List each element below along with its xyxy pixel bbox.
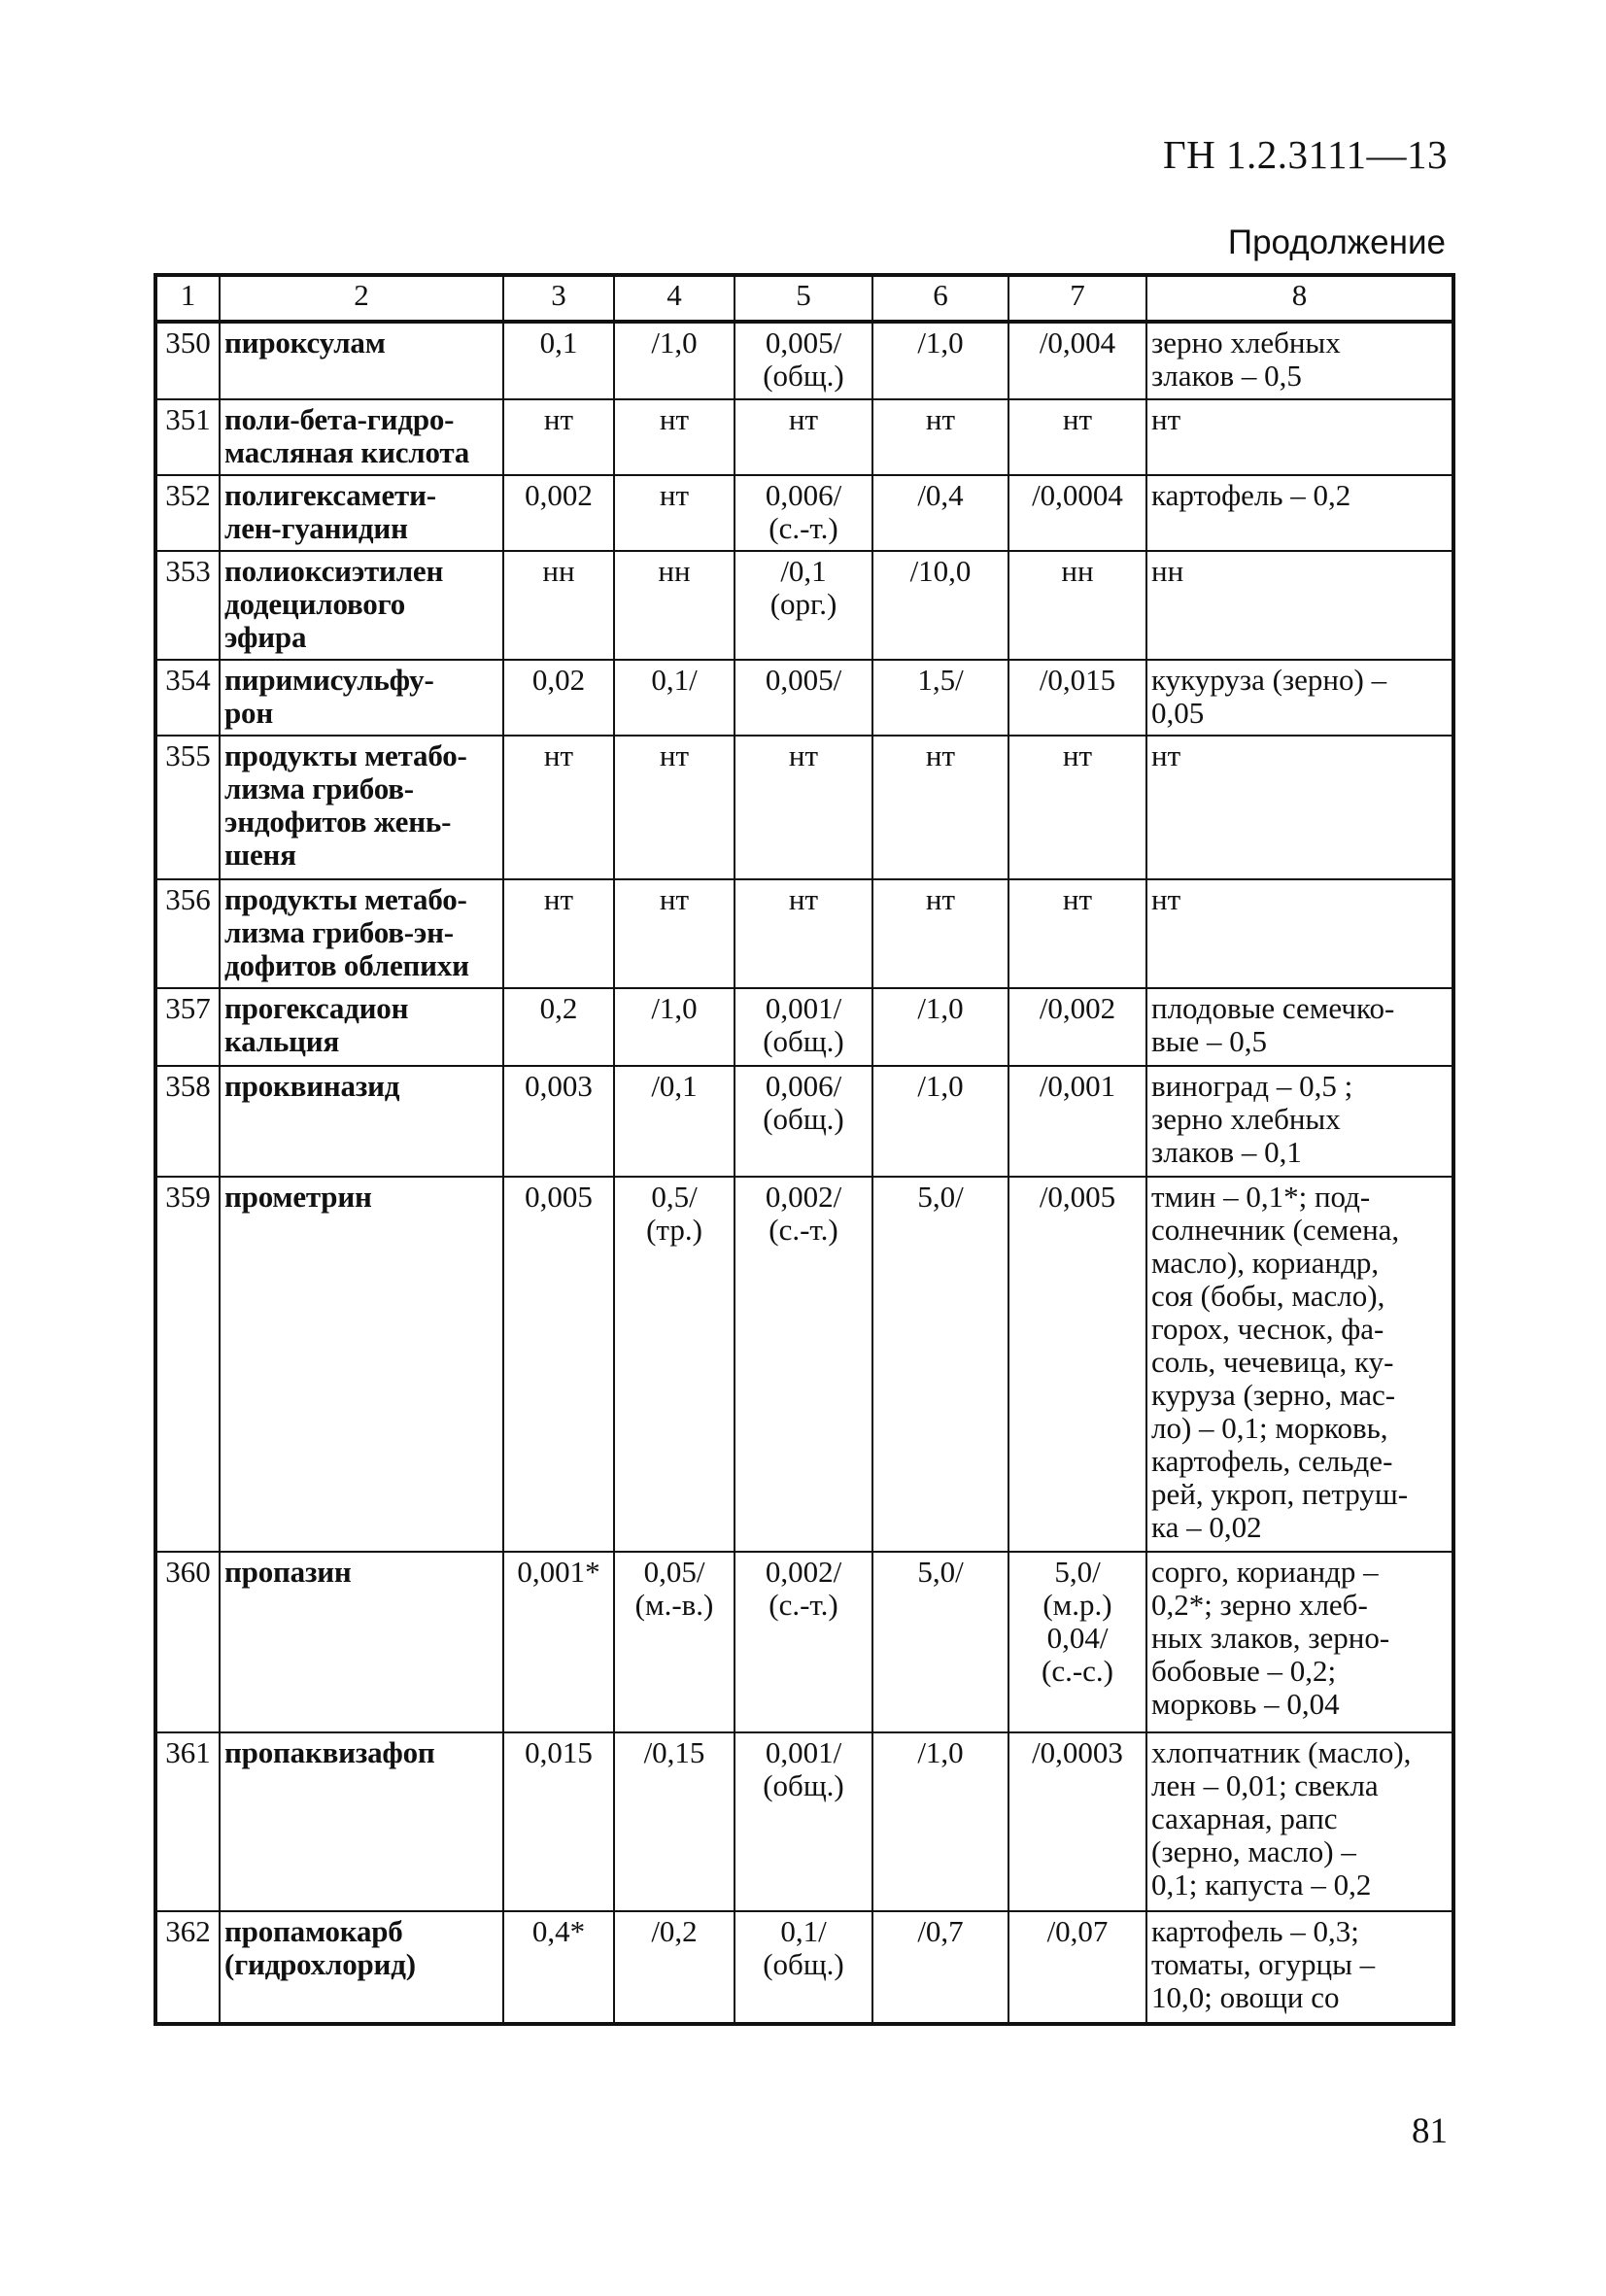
table-row	[155, 1732, 1453, 1911]
cell-col6: /0,7	[872, 1911, 1008, 2024]
substance-name: продукты метабо- лизма грибов-эн- дофитов облепихи	[220, 879, 503, 988]
row-number: 350	[155, 322, 220, 399]
table-row	[155, 1066, 1453, 1177]
cell-col3: 0,005	[503, 1177, 614, 1552]
cell-col3: нт	[503, 736, 614, 879]
cell-col8: нн	[1146, 551, 1453, 660]
row-number: 362	[155, 1911, 220, 2024]
cell-col8: плодовые семечко- вые – 0,5	[1146, 988, 1453, 1066]
column-header: 6	[872, 275, 1008, 322]
cell-col6: /1,0	[872, 988, 1008, 1066]
cell-col7: /0,0003	[1008, 1732, 1146, 1911]
cell-col3: 0,003	[503, 1066, 614, 1177]
cell-col8: картофель – 0,3; томаты, огурцы – 10,0; овощи со	[1146, 1911, 1453, 2024]
row-number: 351	[155, 399, 220, 475]
cell-col6: /1,0	[872, 322, 1008, 399]
cell-col6: 5,0/	[872, 1177, 1008, 1552]
cell-col8: нт	[1146, 736, 1453, 879]
cell-col8: нт	[1146, 879, 1453, 988]
row-number: 360	[155, 1552, 220, 1732]
cell-col7: /0,005	[1008, 1177, 1146, 1552]
row-number: 354	[155, 660, 220, 736]
column-header: 5	[735, 275, 872, 322]
cell-col6: /1,0	[872, 1732, 1008, 1911]
row-number: 361	[155, 1732, 220, 1911]
row-number: 358	[155, 1066, 220, 1177]
cell-col6: 5,0/	[872, 1552, 1008, 1732]
cell-col4: /0,15	[614, 1732, 735, 1911]
table-row	[155, 736, 1453, 879]
cell-col6: /1,0	[872, 1066, 1008, 1177]
substance-name: поли-бета-гидро- масляная кислота	[220, 399, 503, 475]
substance-name: полиоксиэтилен додецилового эфира	[220, 551, 503, 660]
cell-col5: 0,1/ (общ.)	[735, 1911, 872, 2024]
table-row	[155, 879, 1453, 988]
cell-col3: 0,015	[503, 1732, 614, 1911]
cell-col7: /0,004	[1008, 322, 1146, 399]
substance-name: полигексамети- лен-гуанидин	[220, 475, 503, 551]
cell-col7: /0,07	[1008, 1911, 1146, 2024]
column-header: 2	[220, 275, 503, 322]
cell-col5: /0,1 (орг.)	[735, 551, 872, 660]
substance-name: продукты метабо- лизма грибов- эндофитов жень- шеня	[220, 736, 503, 879]
cell-col5: 0,006/ (общ.)	[735, 1066, 872, 1177]
cell-col8: зерно хлебных злаков – 0,5	[1146, 322, 1453, 399]
cell-col8: виноград – 0,5 ; зерно хлебных злаков – 0,1	[1146, 1066, 1453, 1177]
cell-col4: /1,0	[614, 988, 735, 1066]
cell-col7: /0,002	[1008, 988, 1146, 1066]
cell-col6: /0,4	[872, 475, 1008, 551]
cell-col4: 0,05/ (м.-в.)	[614, 1552, 735, 1732]
substance-name: пиримисульфу- рон	[220, 660, 503, 736]
cell-col5: нт	[735, 399, 872, 475]
row-number: 355	[155, 736, 220, 879]
cell-col3: нт	[503, 879, 614, 988]
table-row	[155, 475, 1453, 551]
column-header: 8	[1146, 275, 1453, 322]
cell-col6: 1,5/	[872, 660, 1008, 736]
cell-col7: нт	[1008, 879, 1146, 988]
cell-col4: нт	[614, 399, 735, 475]
cell-col3: 0,1	[503, 322, 614, 399]
cell-col5: 0,002/ (с.-т.)	[735, 1177, 872, 1552]
cell-col6: нт	[872, 879, 1008, 988]
cell-col5: нт	[735, 879, 872, 988]
cell-col5: нт	[735, 736, 872, 879]
cell-col4: нт	[614, 879, 735, 988]
hygiene-standards-table	[154, 273, 1455, 2026]
cell-col6: нт	[872, 736, 1008, 879]
cell-col6: нт	[872, 399, 1008, 475]
cell-col3: 0,002	[503, 475, 614, 551]
column-header: 1	[155, 275, 220, 322]
row-number: 353	[155, 551, 220, 660]
cell-col3: нн	[503, 551, 614, 660]
column-header: 7	[1008, 275, 1146, 322]
cell-col8: хлопчатник (масло), лен – 0,01; свекла сахарная, рапс (зерно, масло) – 0,1; капуста – 0,2	[1146, 1732, 1453, 1911]
cell-col8: кукуруза (зерно) – 0,05	[1146, 660, 1453, 736]
substance-name: пропамокарб (гидрохлорид)	[220, 1911, 503, 2024]
row-number: 357	[155, 988, 220, 1066]
cell-col5: 0,005/	[735, 660, 872, 736]
cell-col4: нт	[614, 475, 735, 551]
substance-name: прогексадион кальция	[220, 988, 503, 1066]
cell-col8: тмин – 0,1*; под- солнечник (семена, масло), кориандр, соя (бобы, масло), горох, чеснок, фа- соль, чечевица, ку- куруза (зерно, мас- ло) – 0,1; морковь, картофель, сельде- рей, укроп, петруш- ка – 0,02	[1146, 1177, 1453, 1552]
cell-col6: /10,0	[872, 551, 1008, 660]
table-row	[155, 1177, 1453, 1552]
table-row	[155, 322, 1453, 399]
cell-col7: /0,001	[1008, 1066, 1146, 1177]
table-header-row	[155, 275, 1453, 322]
table-row	[155, 660, 1453, 736]
cell-col5: 0,002/ (с.-т.)	[735, 1552, 872, 1732]
cell-col7: нт	[1008, 399, 1146, 475]
substance-name: пропазин	[220, 1552, 503, 1732]
table-row	[155, 988, 1453, 1066]
table-row	[155, 551, 1453, 660]
cell-col8: сорго, кориандр – 0,2*; зерно хлеб- ных злаков, зерно- бобовые – 0,2; морковь – 0,04	[1146, 1552, 1453, 1732]
table-row	[155, 1552, 1453, 1732]
continuation-label: Продолжение	[1227, 223, 1446, 261]
table-row	[155, 1911, 1453, 2024]
cell-col8: нт	[1146, 399, 1453, 475]
cell-col3: 0,001*	[503, 1552, 614, 1732]
cell-col4: /0,2	[614, 1911, 735, 2024]
cell-col3: 0,2	[503, 988, 614, 1066]
cell-col7: нт	[1008, 736, 1146, 879]
substance-name: пироксулам	[220, 322, 503, 399]
cell-col3: нт	[503, 399, 614, 475]
substance-name: пропаквизафоп	[220, 1732, 503, 1911]
cell-col4: 0,1/	[614, 660, 735, 736]
cell-col7: /0,015	[1008, 660, 1146, 736]
cell-col8: картофель – 0,2	[1146, 475, 1453, 551]
cell-col4: /1,0	[614, 322, 735, 399]
cell-col4: нт	[614, 736, 735, 879]
cell-col7: нн	[1008, 551, 1146, 660]
cell-col7: 5,0/ (м.р.) 0,04/ (с.-с.)	[1008, 1552, 1146, 1732]
cell-col3: 0,4*	[503, 1911, 614, 2024]
row-number: 352	[155, 475, 220, 551]
cell-col4: 0,5/ (тр.)	[614, 1177, 735, 1552]
cell-col4: /0,1	[614, 1066, 735, 1177]
substance-name: прометрин	[220, 1177, 503, 1552]
column-header: 3	[503, 275, 614, 322]
page-number: 81	[1412, 2111, 1448, 2151]
cell-col5: 0,006/ (с.-т.)	[735, 475, 872, 551]
cell-col3: 0,02	[503, 660, 614, 736]
substance-name: проквиназид	[220, 1066, 503, 1177]
table-row	[155, 399, 1453, 475]
column-header: 4	[614, 275, 735, 322]
cell-col7: /0,0004	[1008, 475, 1146, 551]
row-number: 359	[155, 1177, 220, 1552]
cell-col5: 0,005/ (общ.)	[735, 322, 872, 399]
cell-col5: 0,001/ (общ.)	[735, 1732, 872, 1911]
cell-col4: нн	[614, 551, 735, 660]
document-code: ГН 1.2.3111—13	[1162, 132, 1448, 177]
cell-col5: 0,001/ (общ.)	[735, 988, 872, 1066]
row-number: 356	[155, 879, 220, 988]
